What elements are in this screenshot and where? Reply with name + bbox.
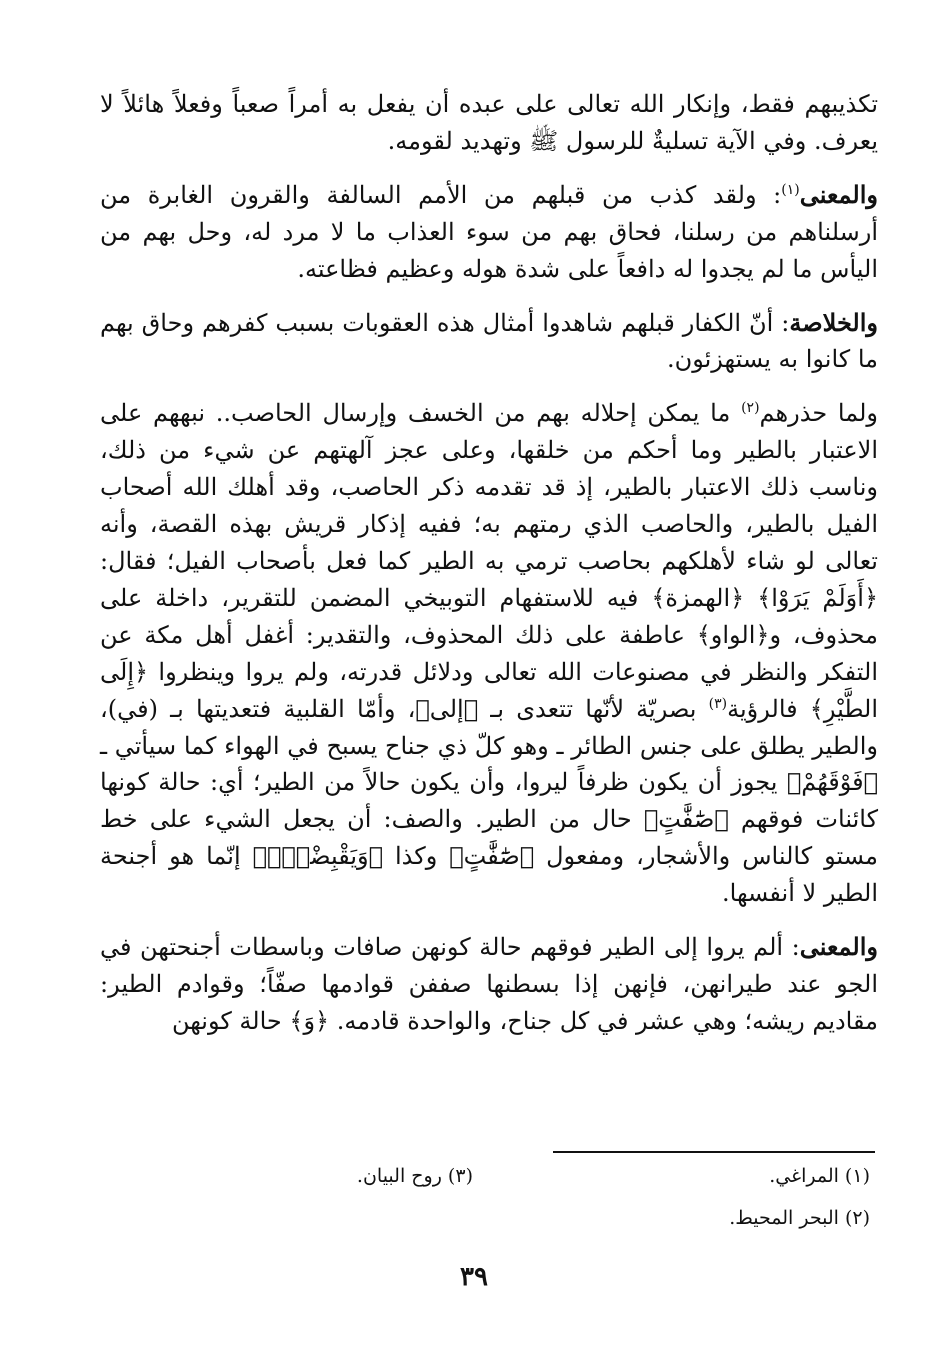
paragraph-5-lead: والمعنى bbox=[799, 932, 878, 962]
footnote-ref-1: (١) bbox=[781, 181, 800, 198]
footnote-divider bbox=[553, 1151, 875, 1153]
main-text-block bbox=[100, 86, 878, 1040]
paragraph-3-text: : أنّ الكفار قبلهم شاهدوا أمثال هذه العقوبات بسبب كفرهم وحاق بهم ما كانوا به يستهزئون. bbox=[100, 308, 878, 374]
paragraph-3-lead: والخلاصة bbox=[789, 307, 879, 337]
paragraph-5 bbox=[100, 929, 878, 1040]
paragraph-4-text-middle: ما يمكن إحلاله بهم من الخسف وإرسال الحاصب.. نبههم على الاعتبار بالطير وما أحكم من خلقها، وعلى عجز آلهتهم عن شيء من ذلك، وناسب ذلك الاعتبار بالطير، إذ قد تقدمه ذكر الحاصب، وقد أهلك الله أصحاب الفيل بالطير، والحاصب الذي رمتهم به؛ ففيه إذكار قريش بهذه القصة، وأنه تعالى لو شاء لأهلكهم بحاصب ترمي به الطير كما فعل بأصحاب الفيل؛ فقال: ﴿أَوَلَمْ يَرَوْا﴾ ﴿الهمزة﴾ فيه للاستفهام التوبيخي المضمن للتقرير، داخلة على محذوف، و﴿الواو﴾ عاطفة على ذلك المحذوف، والتقدير: أغفل أهل مكة عن التفكر والنظر في مصنوعات الله تعالى ودلائل قدرته، ولم يروا وينظروا ﴿إِلَى الطَّيْرِ﴾ فالرؤية bbox=[100, 399, 879, 723]
paragraph-3 bbox=[100, 305, 878, 379]
footnote-1: (١) المراغي. bbox=[769, 1165, 870, 1187]
paragraph-2-text: : ولقد كذب من قبلهم من الأمم السالفة والقرون الغابرة من أرسلناهم من رسلنا، فحاق بهم من سوء العذاب ما لا مرد له، وحل بهم من اليأس ما لم يجدوا له دافعاً على شدة هوله وعظيم فظاعته. bbox=[100, 180, 879, 283]
footnote-ref-3: (٣) bbox=[708, 695, 728, 712]
paragraph-2 bbox=[100, 177, 878, 288]
page-number: ٣٩ bbox=[460, 1262, 488, 1292]
paragraph-5-text: : ألم يروا إلى الطير فوقهم حالة كونهن صافات وباسطات أجنحتهن في الجو عند طيرانهن، فإنهن إذا بسطنها صففن قوادمها صفّاً؛ وقوادم الطير: مقاديم ريشه؛ وهي عشر في كل جناح، والواحدة قادمه. ﴿وَ﴾ حالة كونهن bbox=[100, 933, 878, 1035]
paragraph-4-text-end: بصريّة لأنّها تتعدى بـ ﴿إلى﴾، وأمّا القلبية فتعديتها بـ (في)، والطير يطلق على جنس الطائر ـ وهو كلّ ذي جناح يسبح في الهواء كما سيأتي ـ ﴿فَوْقَهُمْ﴾ يجوز أن يكون ظرفاً ليروا، وأن يكون حالاً من الطير؛ أي: حالة كونها كائنات فوقهم ﴿صَٰٓفَّٰتٍ﴾ حال من الطير. والصف: أن يجعل الشيء على خط مستو كالناس والأشجار، ومفعول ﴿صَٰٓفَّٰتٍ﴾ وكذا ﴿وَيَقْبِضْنَۚ﴾ إنّما هو أجنحة الطير لا أنفسها. bbox=[100, 694, 878, 908]
paragraph-4 bbox=[100, 395, 878, 912]
paragraph-1: تكذيبهم فقط، وإنكار الله تعالى على عبده أن يفعل به أمراً صعباً وفعلاً هائلاً لا يعرف. وفي الآية تسليةٌ للرسول ﷺ وتهديد لقومه. bbox=[100, 90, 878, 155]
footnote-3: (٣) روح البيان. bbox=[356, 1165, 473, 1187]
footnote-ref-2: (٢) bbox=[741, 400, 760, 417]
footnote-2: (٢) البحر المحيط. bbox=[729, 1207, 870, 1229]
paragraph-2-lead: والمعنى bbox=[799, 179, 878, 209]
paragraph-4-text-start: ولما حذرهم bbox=[759, 399, 878, 428]
